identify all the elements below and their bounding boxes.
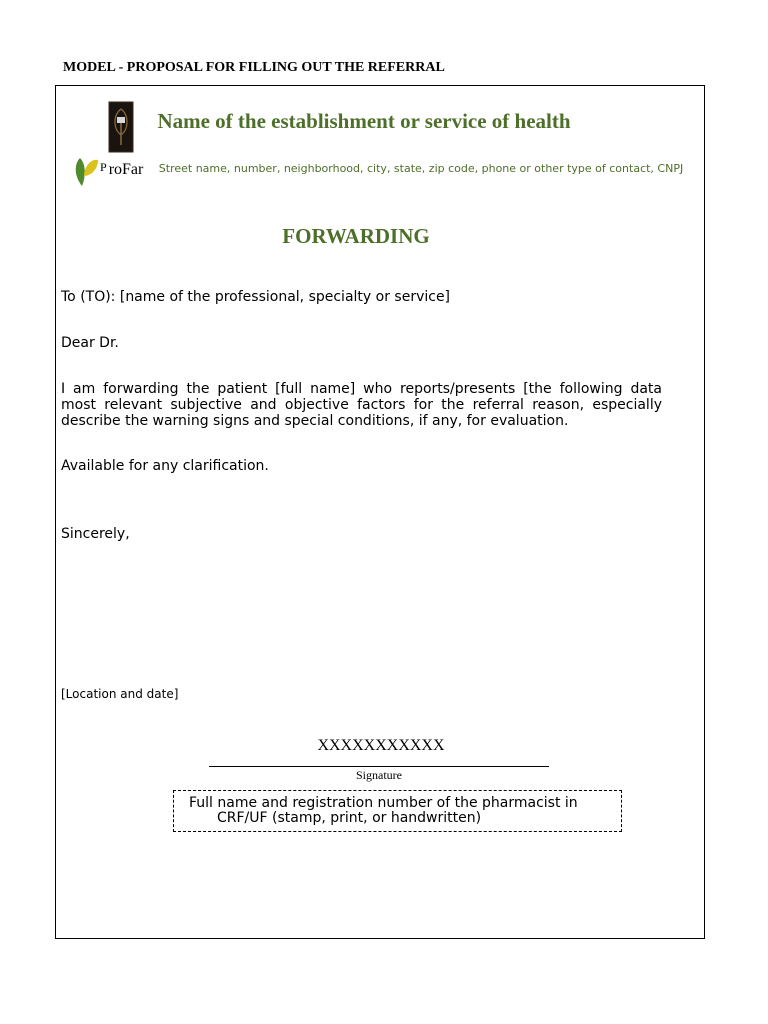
signature-line <box>209 766 549 767</box>
recipient-line: To (TO): [name of the professional, specialty or service] <box>61 289 451 305</box>
stamp-line-2: CRF/UF (stamp, print, or handwritten) <box>217 810 482 826</box>
stamp-line-1: Full name and registration number of the pharmacist in <box>189 795 578 811</box>
signature-placeholder: XXXXXXXXXXX <box>317 737 445 754</box>
logo-name: roFar <box>108 161 144 178</box>
salutation: Dear Dr. <box>61 335 119 351</box>
referral-form-frame <box>55 85 705 939</box>
location-date: [Location and date] <box>61 687 179 701</box>
leaf-logo-icon <box>72 154 100 188</box>
signature-label: Signature <box>356 768 402 782</box>
document-title: MODEL - PROPOSAL FOR FILLING OUT THE REFERRAL <box>63 60 445 75</box>
logo-wordmark <box>100 160 143 179</box>
letter-body: I am forwarding the patient [full name] who reports/presents [the following data most relevant subjective and objective factors for the referral reason, especially describe the warning signs and special conditions, if any, for evaluation. <box>61 381 662 429</box>
pharmacist-stamp-box <box>173 790 622 832</box>
pharmacy-emblem-icon <box>108 101 134 153</box>
availability-line: Available for any clarification. <box>61 458 269 474</box>
establishment-address: Street name, number, neighborhood, city, state, zip code, phone or other type of contact, CNPJ <box>158 162 684 175</box>
logo-prefix: P <box>100 160 107 174</box>
establishment-name: Name of the establishment or service of health <box>157 109 571 133</box>
letter-heading: FORWARDING <box>282 224 430 248</box>
closing: Sincerely, <box>61 526 130 542</box>
